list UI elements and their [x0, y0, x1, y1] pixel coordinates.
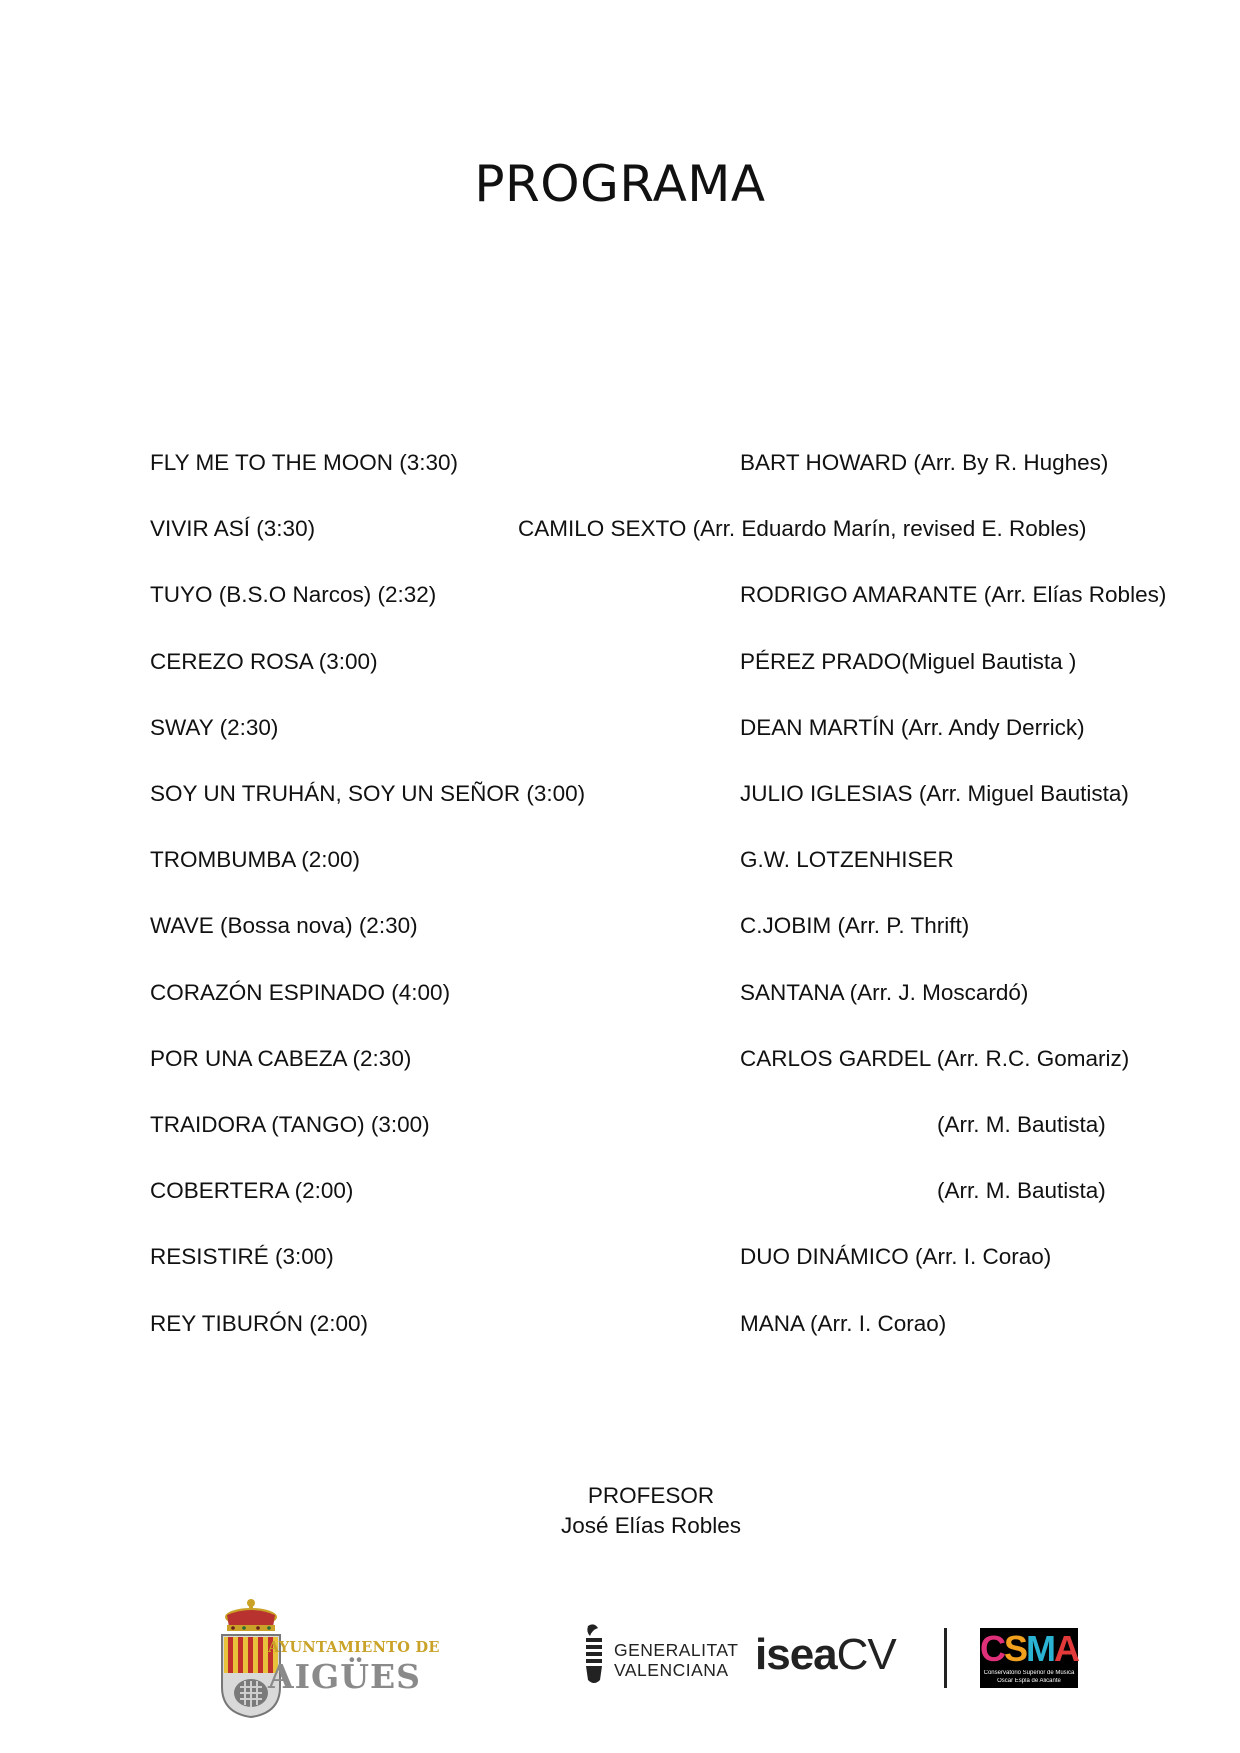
program-item [0, 980, 1240, 1020]
csma-line1: Conservatorio Superior de Música [983, 1670, 1075, 1676]
program-work: SWAY (2:30) [150, 714, 279, 740]
program-composer: RODRIGO AMARANTE (Arr. Elías Robles) [740, 582, 1167, 608]
csma-letters: CSMA [980, 1628, 1079, 1669]
program-composer: CARLOS GARDEL (Arr. R.C. Gomariz) [740, 1045, 1130, 1071]
program-item [0, 582, 1240, 622]
ayuntamiento-line2: AIGÜES [268, 1657, 421, 1696]
program-item [0, 1311, 1240, 1351]
iseacv-logo [755, 1630, 925, 1686]
program-work: TROMBUMBA (2:00) [150, 847, 361, 873]
program-work: WAVE (Bossa nova) (2:30) [150, 913, 418, 939]
teacher-role: PROFESOR [587, 1483, 715, 1508]
program-item [0, 913, 1240, 953]
program-work: SOY UN TRUHÁN, SOY UN SEÑOR (3:00) [150, 781, 586, 806]
generalitat-line1: GENERALITAT [614, 1640, 739, 1660]
program-item [0, 649, 1240, 689]
program-composer: MANA (Arr. I. Corao) [740, 1310, 947, 1336]
generalitat-emblem-icon [580, 1622, 608, 1688]
program-work: TRAIDORA (TANGO) (3:00) [150, 1112, 430, 1137]
program-work: CEREZO ROSA (3:00) [150, 648, 378, 674]
generalitat-line2: VALENCIANA [614, 1660, 729, 1680]
logo-divider [944, 1628, 947, 1688]
iseacv-part1: isea [755, 1630, 837, 1679]
ayuntamiento-line1: AYUNTAMIENTO DE [268, 1639, 440, 1656]
program-composer: DEAN MARTÍN (Arr. Andy Derrick) [740, 714, 1085, 740]
program-item [0, 847, 1240, 887]
csma-logo [980, 1628, 1078, 1688]
program-work: TUYO (B.S.O Narcos) (2:32) [150, 582, 437, 608]
program-composer: (Arr. M. Bautista) [937, 1178, 1106, 1204]
program-item [0, 450, 1240, 490]
program-item [0, 516, 1240, 556]
program-composer: JULIO IGLESIAS (Arr. Miguel Bautista) [740, 781, 1129, 806]
program-work: RESISTIRÉ (3:00) [150, 1244, 334, 1270]
program-composer: CAMILO SEXTO (Arr. Eduardo Marín, revised E. Robles) [518, 516, 1087, 542]
ayuntamiento-aigues-logo [218, 1595, 458, 1720]
program-item [0, 781, 1240, 821]
program-work: VIVIR ASÍ (3:30) [150, 516, 316, 542]
program-item [0, 1244, 1240, 1284]
program-composer: (Arr. M. Bautista) [937, 1112, 1106, 1137]
program-composer: DUO DINÁMICO (Arr. I. Corao) [740, 1244, 1052, 1270]
program-composer: G.W. LOTZENHISER [740, 847, 954, 873]
iseacv-part2: CV [836, 1630, 896, 1679]
program-item [0, 1112, 1240, 1152]
teacher-name: José Elías Robles [560, 1513, 742, 1538]
program-composer: BART HOWARD (Arr. By R. Hughes) [740, 450, 1109, 475]
program-composer: C.JOBIM (Arr. P. Thrift) [740, 913, 970, 939]
csma-line2: Óscar Esplá de Alicante [997, 1678, 1061, 1684]
program-item [0, 1178, 1240, 1218]
program-composer: PÉREZ PRADO(Miguel Bautista ) [740, 648, 1077, 674]
program-work: REY TIBURÓN (2:00) [150, 1310, 368, 1336]
program-composer: SANTANA (Arr. J. Moscardó) [740, 979, 1029, 1005]
program-work: FLY ME TO THE MOON (3:30) [150, 450, 458, 475]
generalitat-valenciana-logo [580, 1622, 739, 1688]
program-work: COBERTERA (2:00) [150, 1178, 354, 1204]
program-work: POR UNA CABEZA (2:30) [150, 1045, 412, 1071]
program-item [0, 1046, 1240, 1086]
program-work: CORAZÓN ESPINADO (4:00) [150, 979, 451, 1005]
page-title: PROGRAMA [474, 155, 766, 213]
program-item [0, 715, 1240, 755]
